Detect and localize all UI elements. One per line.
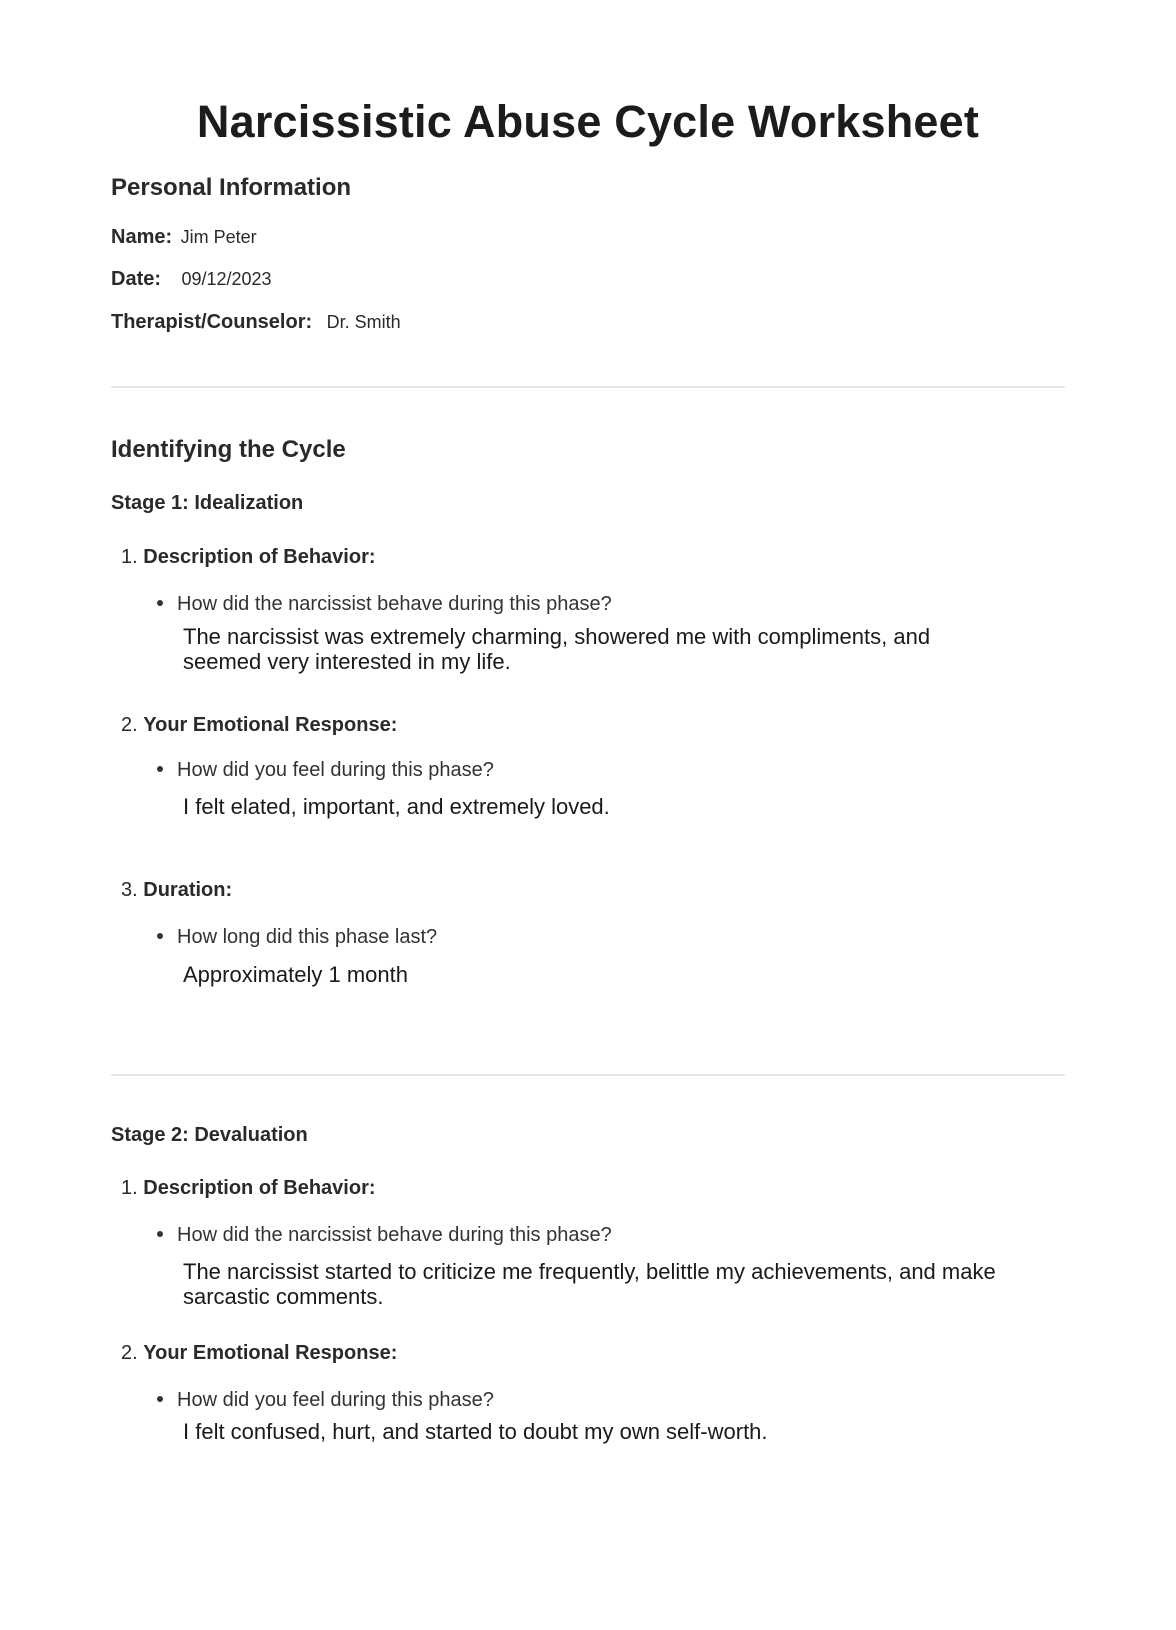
document-title: Narcissistic Abuse Cycle Worksheet xyxy=(196,96,980,147)
item-label: Description of Behavior: xyxy=(143,1177,376,1199)
item-label: Your Emotional Response: xyxy=(143,714,398,736)
therapist-value: Dr. Smith xyxy=(326,312,401,332)
bullet-icon xyxy=(157,766,163,772)
question-text: How did the narcissist behave during this phase? xyxy=(177,1224,612,1246)
stage1-item-2-title xyxy=(121,714,397,737)
stage2-item-2-title xyxy=(121,1342,397,1365)
item-number: 2. xyxy=(121,1342,138,1364)
section-divider xyxy=(111,1074,1065,1076)
stage1-item-3-title xyxy=(121,879,232,902)
bullet-icon xyxy=(157,600,163,606)
name-field xyxy=(111,226,257,249)
therapist-field xyxy=(111,311,401,334)
question-text: How did you feel during this phase? xyxy=(177,1389,494,1411)
bullet-icon xyxy=(157,933,163,939)
section-divider xyxy=(111,386,1065,388)
item-label: Duration: xyxy=(143,879,233,901)
item-label: Description of Behavior: xyxy=(143,546,376,568)
stage1-item-1-answer: The narcissist was extremely charming, showered me with compliments, and seemed very interested in my life. xyxy=(183,624,931,674)
stage1-item-3-question xyxy=(157,926,437,949)
stage2-item-1-title xyxy=(121,1177,376,1200)
bullet-icon xyxy=(157,1231,163,1237)
stage2-item-2-answer: I felt confused, hurt, and started to doubt my own self-worth. xyxy=(183,1419,768,1444)
bullet-icon xyxy=(157,1396,163,1402)
name-label: Name: xyxy=(111,226,173,248)
personal-info-heading: Personal Information xyxy=(111,174,352,201)
question-text: How long did this phase last? xyxy=(177,926,438,948)
stage2-item-1-answer: The narcissist started to criticize me frequently, belittle my achievements, and make sarcastic comments. xyxy=(183,1259,996,1309)
question-text: How did the narcissist behave during this phase? xyxy=(177,593,612,615)
question-text: How did you feel during this phase? xyxy=(177,759,494,781)
item-number: 1. xyxy=(121,1177,138,1199)
item-number: 3. xyxy=(121,879,138,901)
stage1-item-2-answer: I felt elated, important, and extremely loved. xyxy=(183,794,610,819)
date-field xyxy=(111,268,272,291)
stage2-heading: Stage 2: Devaluation xyxy=(111,1124,308,1146)
item-label: Your Emotional Response: xyxy=(143,1342,398,1364)
item-number: 1. xyxy=(121,546,138,568)
stage2-item-2-question xyxy=(157,1389,494,1412)
stage1-item-2-question xyxy=(157,759,494,782)
stage1-heading: Stage 1: Idealization xyxy=(111,492,304,514)
stage1-item-3-answer: Approximately 1 month xyxy=(183,962,408,987)
item-number: 2. xyxy=(121,714,138,736)
therapist-label: Therapist/Counselor: xyxy=(111,311,313,333)
stage2-item-1-question xyxy=(157,1224,612,1247)
date-value: 09/12/2023 xyxy=(181,269,272,289)
name-value: Jim Peter xyxy=(180,227,257,247)
stage1-item-1-question xyxy=(157,593,612,616)
stage1-item-1-title xyxy=(121,546,376,569)
date-label: Date: xyxy=(111,268,162,290)
cycle-heading: Identifying the Cycle xyxy=(111,436,346,463)
